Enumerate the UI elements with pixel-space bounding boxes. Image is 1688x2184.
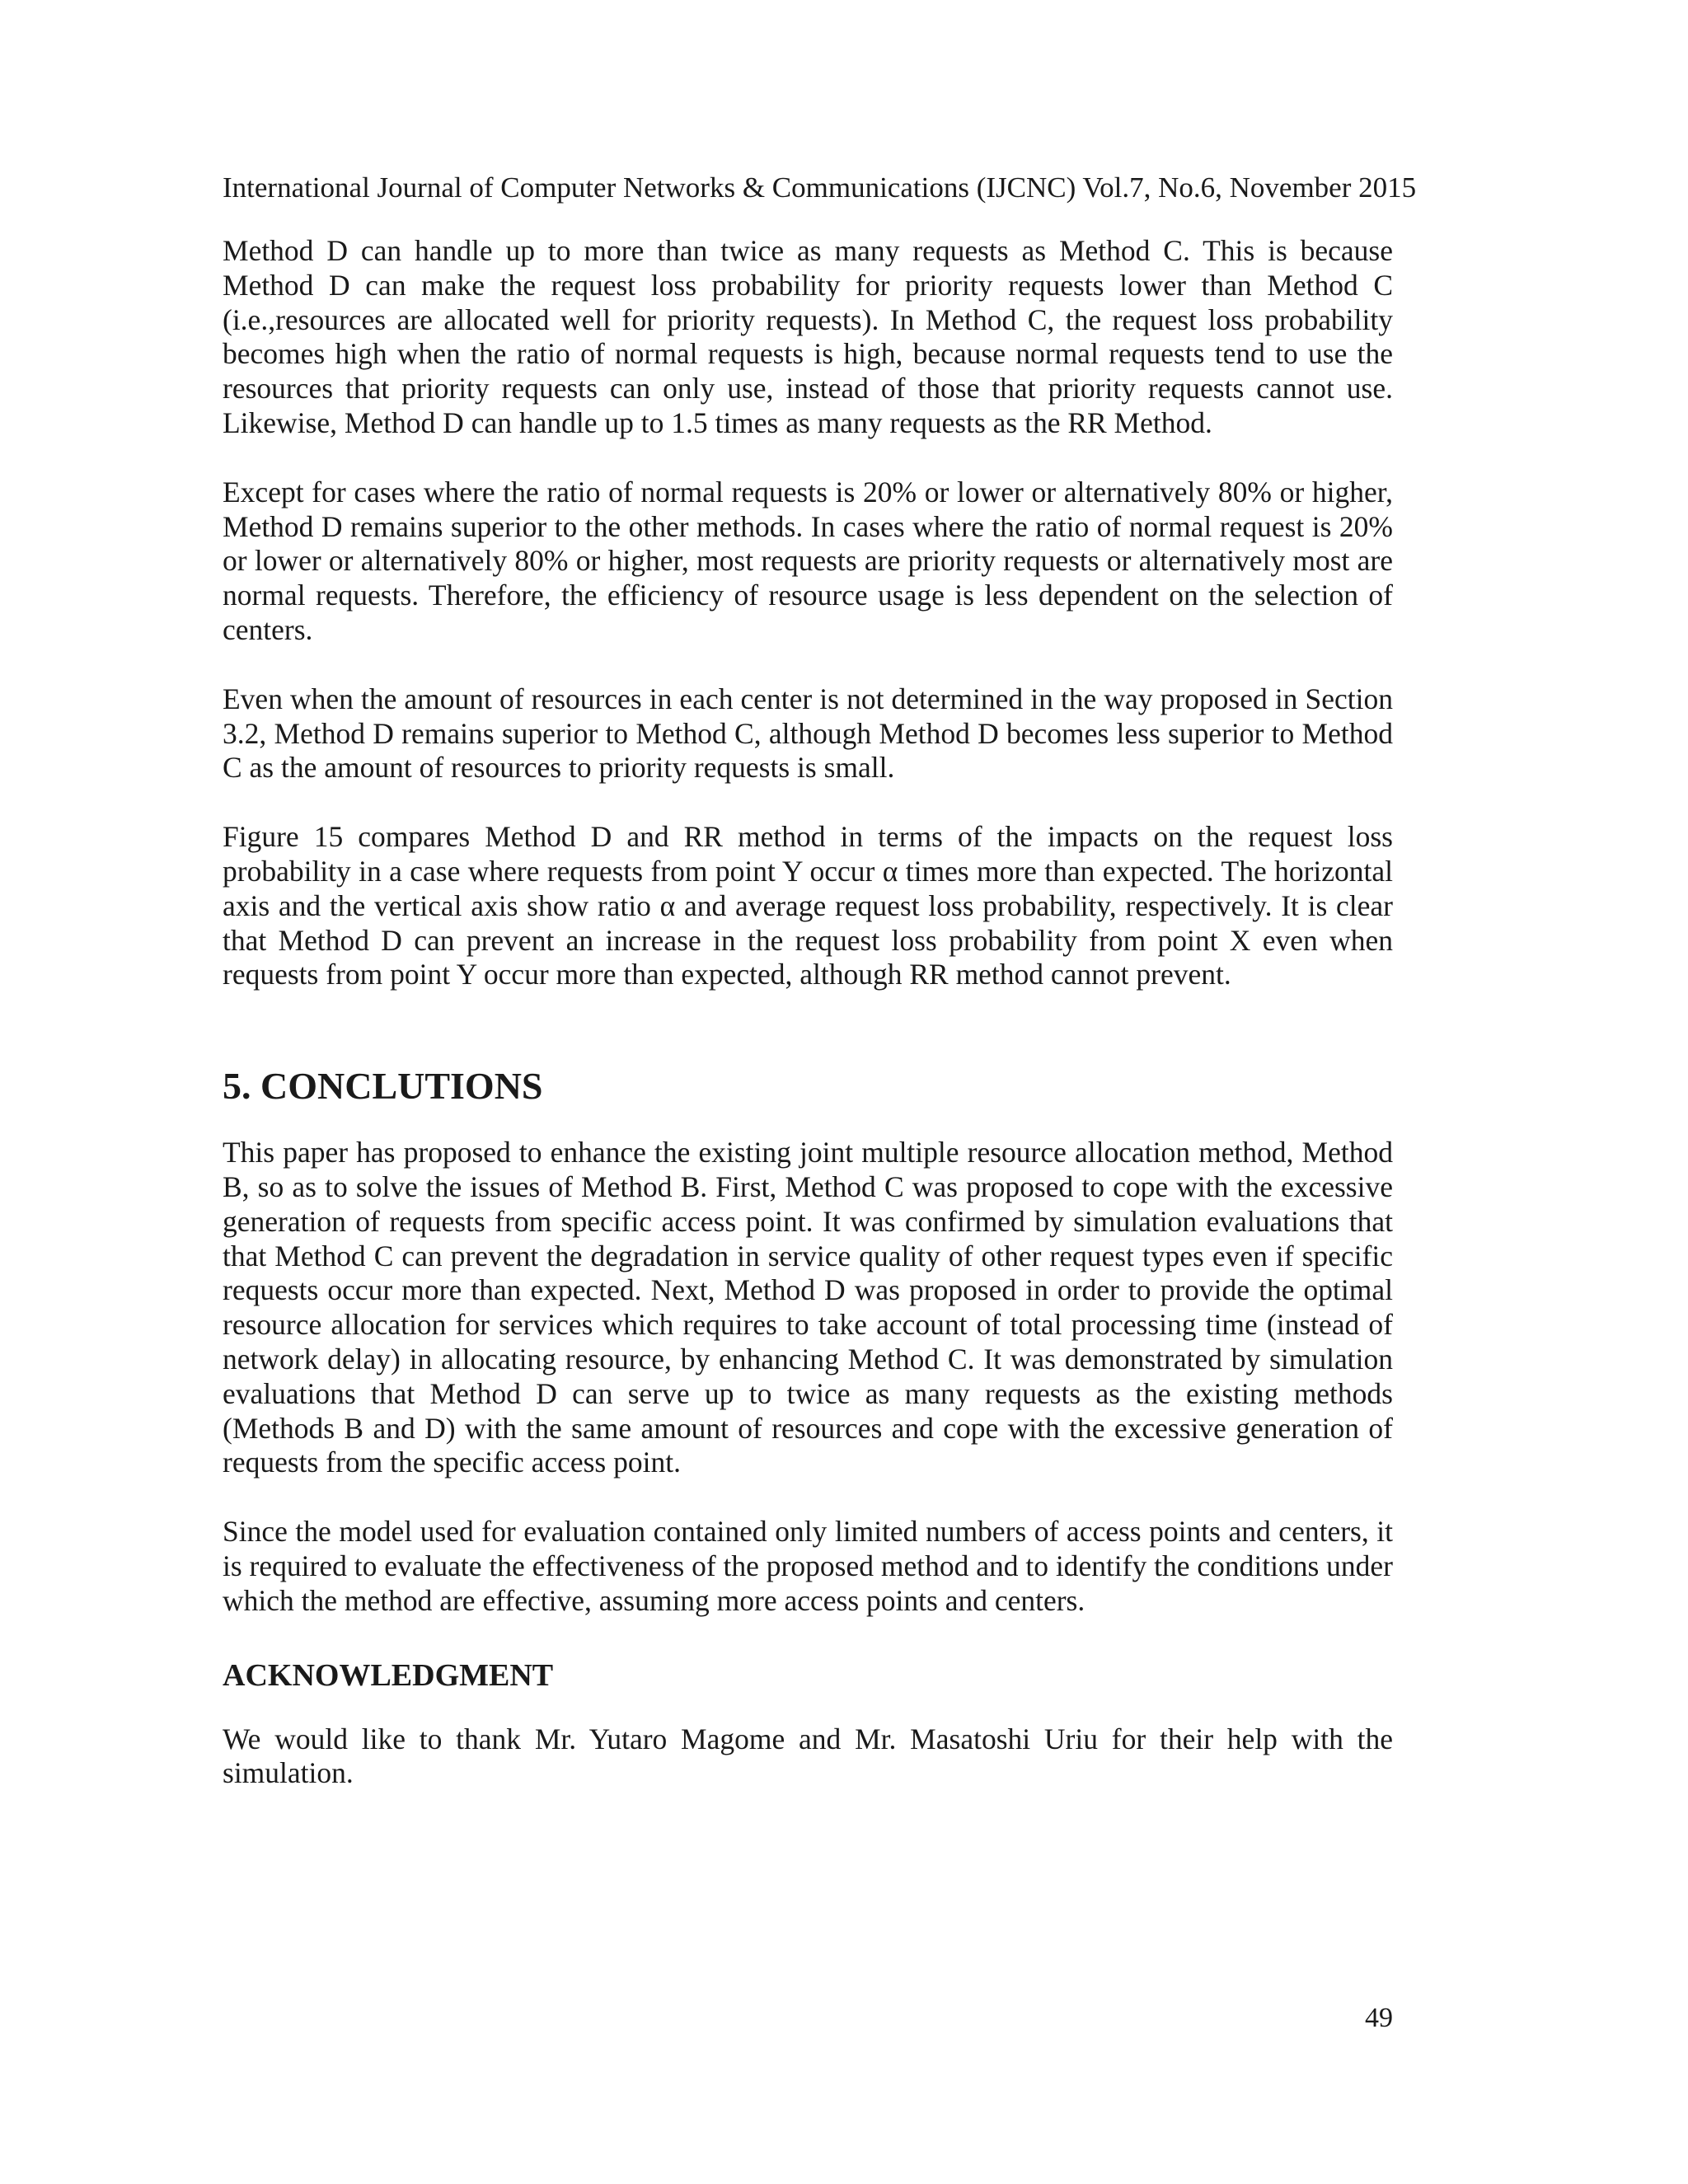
- body-paragraph: Figure 15 compares Method D and RR method in terms of the impacts on the request loss probability in a case where requests from point Y occur α times more than expected. The horizontal axis and the vertical axis show ratio α and average request loss probability, respectively. It is clear that Method D can prevent an increase in the request loss probability from point X even when requests from point Y occur more than expected, although RR method cannot prevent.: [223, 820, 1393, 991]
- running-header: International Journal of Computer Networks & Communications (IJCNC) Vol.7, No.6, November 2015: [223, 171, 1417, 204]
- conclusion-paragraph: Since the model used for evaluation contained only limited numbers of access points and centers, it is required to evaluate the effectiveness of the proposed method and to identify the conditions under which the method are effective, assuming more access points and centers.: [223, 1515, 1393, 1617]
- body-paragraph: Even when the amount of resources in each center is not determined in the way proposed in Section 3.2, Method D remains superior to Method C, although Method D becomes less superior to Method C as the amount of resources to priority requests is small.: [223, 682, 1393, 785]
- conclusion-paragraph: This paper has proposed to enhance the existing joint multiple resource allocation method, Method B, so as to solve the issues of Method B. First, Method C was proposed to cope with the excessive generation of requests from specific access point. It was confirmed by simulation evaluations that that Method C can prevent the degradation in service quality of other request types even if specific requests occur more than expected. Next, Method D was proposed in order to provide the optimal resource allocation for services which requires to take account of total processing time (instead of network delay) in allocating resource, by enhancing Method C. It was demonstrated by simulation evaluations that Method D can serve up to twice as many requests as the existing methods (Methods B and D) with the same amount of resources and cope with the excessive generation of requests from the specific access point.: [223, 1136, 1393, 1479]
- journal-page: [223, 0, 1417, 2184]
- page-content: [223, 234, 1393, 1791]
- acknowledgment-heading: ACKNOWLEDGMENT: [223, 1657, 554, 1693]
- page-number: 49: [1365, 2003, 1393, 2033]
- body-paragraph: Except for cases where the ratio of normal requests is 20% or lower or alternatively 80% or higher, Method D remains superior to the other methods. In cases where the ratio of normal request is 20% or lower or alternatively 80% or higher, most requests are priority requests or alternatively most are normal requests. Therefore, the efficiency of resource usage is less dependent on the selection of centers.: [223, 475, 1393, 646]
- acknowledgment-text: We would like to thank Mr. Yutaro Magome and Mr. Masatoshi Uriu for their help with the simulation.: [223, 1722, 1393, 1790]
- section-heading-conclusions: 5. CONCLUTIONS: [223, 1065, 543, 1108]
- body-paragraph: Method D can handle up to more than twice as many requests as Method C. This is because Method D can make the request loss probability for priority requests lower than Method C (i.e.,resources are allocated well for priority requests). In Method C, the request loss probability becomes high when the ratio of normal requests is high, because normal requests tend to use the resources that priority requests can only use, instead of those that priority requests cannot use. Likewise, Method D can handle up to 1.5 times as many requests as the RR Method.: [223, 234, 1393, 439]
